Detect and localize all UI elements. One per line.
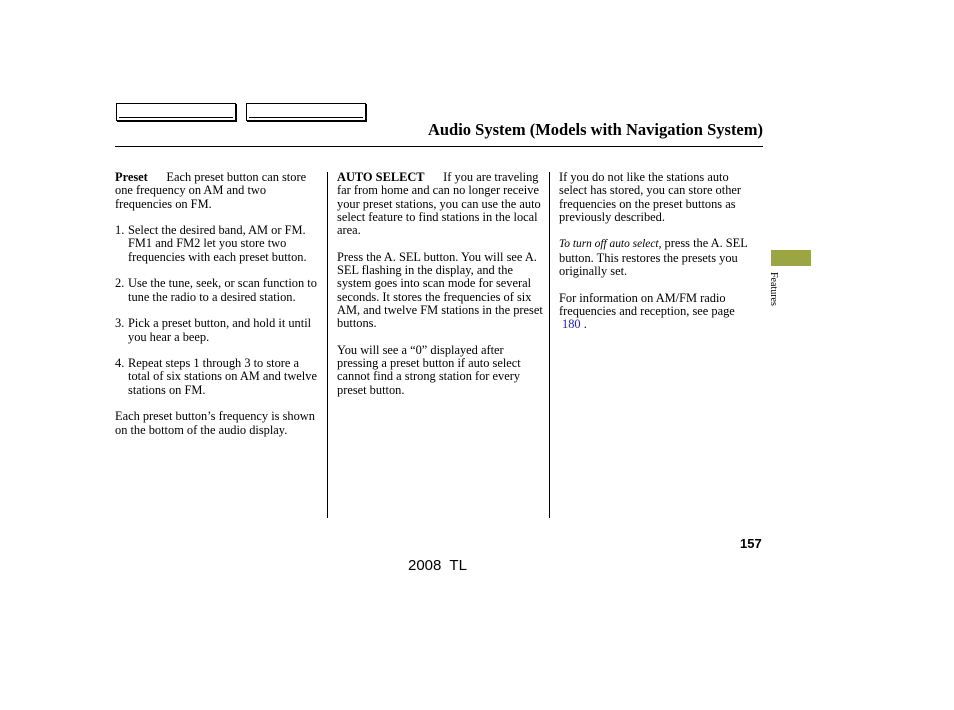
step-number: 1. <box>115 223 125 238</box>
auto-select-paragraph <box>337 171 543 237</box>
column-divider <box>549 172 550 518</box>
auto-select-instructions: Press the A. SEL button. You will see A. SEL flashing in the display, and the system goes into scan mode for several seconds. It stores the frequencies of six AM, and twelve FM stations in the preset buttons. <box>337 249 543 331</box>
step-number: 3. <box>115 316 125 331</box>
step-text: Repeat steps 1 through 3 to store a total of six stations on AM and twelve stations on FM. <box>128 356 317 397</box>
preset-intro: Each preset button can store one frequency on AM and two frequencies on FM. <box>115 170 307 211</box>
step-text: Pick a preset button, and hold it until you hear a beep. <box>128 316 312 344</box>
step-text: Use the tune, seek, or scan function to tune the radio to a desired station. <box>128 276 317 304</box>
step-3 <box>115 317 321 344</box>
turn-off-paragraph <box>559 237 759 278</box>
step-number: 4. <box>115 356 125 371</box>
step-2 <box>115 277 321 304</box>
section-label: Features <box>768 272 779 306</box>
button-bevel <box>119 117 233 118</box>
column-more-info <box>559 171 759 345</box>
preset-paragraph <box>115 171 321 211</box>
prev-page-button[interactable] <box>116 103 236 121</box>
closing-paragraph: Each preset button’s frequency is shown on the bottom of the audio display. <box>115 409 315 437</box>
step-text: Select the desired band, AM or FM. FM1 and FM2 let you store two frequencies with each preset button. <box>128 223 307 264</box>
page-ref-suffix: . <box>583 317 587 332</box>
turn-off-label: To turn off auto select, <box>559 238 662 251</box>
info-paragraph <box>559 292 759 332</box>
column-divider <box>327 172 328 518</box>
step-number: 2. <box>115 276 125 291</box>
auto-select-heading: AUTO SELECT <box>337 170 425 184</box>
page-reference-link[interactable]: 180 <box>562 317 581 332</box>
column-preset <box>115 171 321 450</box>
turn-off-text: press the A. SEL button. This restores the presets you originally set. <box>559 236 748 279</box>
page-number: 157 <box>740 536 762 551</box>
page-title: Audio System (Models with Navigation System) <box>427 120 763 139</box>
step-1 <box>115 224 321 264</box>
section-tab <box>771 250 811 266</box>
step-4 <box>115 357 321 397</box>
title-divider <box>115 146 763 147</box>
auto-select-intro: If you are traveling far from home and can no longer receive your preset stations, you can use the auto select feature to find stations in the local area. <box>337 170 541 238</box>
store-other-paragraph: If you do not like the stations auto select has stored, you can store other frequencies on the preset buttons as previously described. <box>559 170 742 224</box>
next-page-button[interactable] <box>246 103 366 121</box>
auto-select-note: You will see a “0” displayed after pressing a preset button if auto select cannot find a strong station for every preset button. <box>337 342 521 397</box>
column-auto-select <box>337 171 543 410</box>
model-footer: 2008 TL <box>408 557 467 574</box>
preset-heading: Preset <box>115 170 148 184</box>
info-text: For information on AM/FM radio frequencies and reception, see page <box>559 290 735 318</box>
button-bevel <box>249 117 363 118</box>
